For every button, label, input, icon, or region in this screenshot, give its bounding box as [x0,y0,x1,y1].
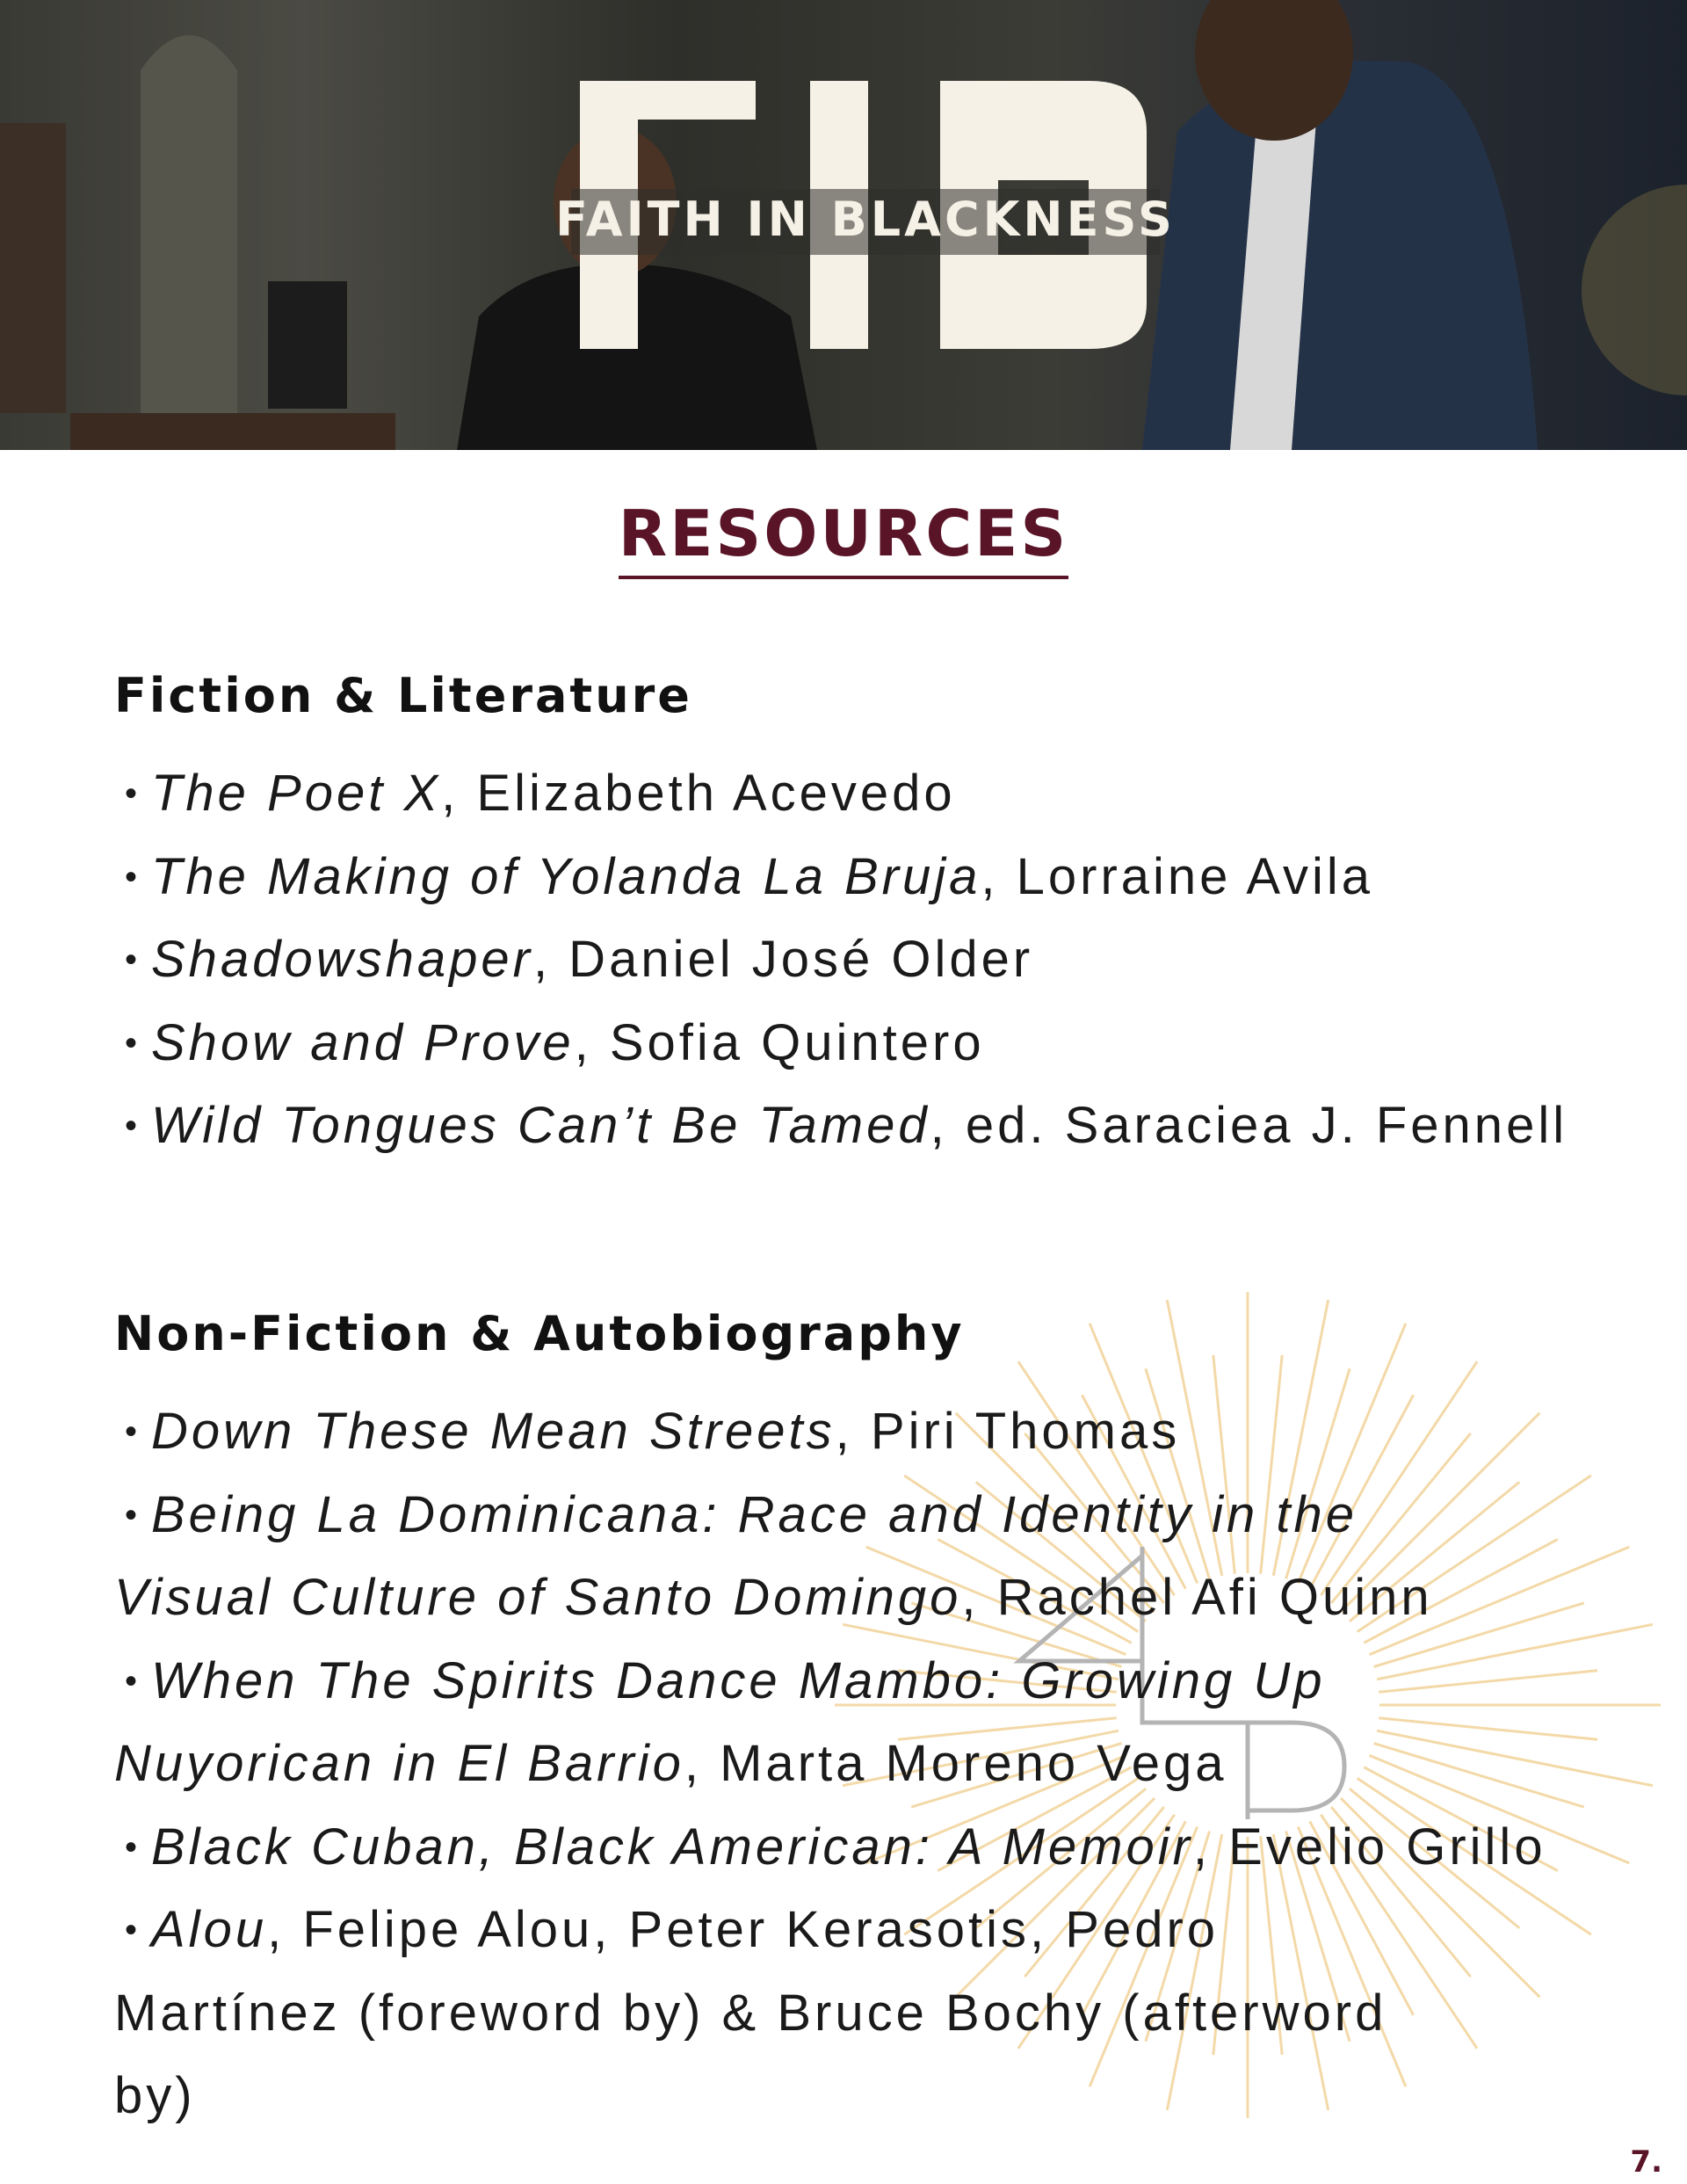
table-shape [70,413,395,450]
book-title: When The Spirits Dance Mambo: Growing Up Nuyorican in El Barrio [114,1651,1326,1792]
list-item: • Wild Tongues Can’t Be Tamed, ed. Saraciea J. Fennell [124,1097,1568,1154]
book-author: , Lorraine Avila [981,847,1373,905]
list-item: • The Making of Yolanda La Bruja, Lorraine Avila [124,847,1373,905]
list-item: • Show and Prove, Sofia Quintero [124,1013,985,1071]
book-author: , Rachel Afi Quinn [961,1569,1433,1626]
book-title: Wild Tongues Can’t Be Tamed [151,1097,930,1154]
hero-banner [0,0,1687,450]
list-item: • Black Cuban, Black American: A Memoir, Evelio Grillo [124,1818,1546,1876]
logo-subtitle: FAITH IN BLACKNESS [555,192,1176,247]
list-item: • Alou, Felipe Alou, Peter Kerasotis, Pedro Martínez (foreword by) & Bruce Bochy (afterword by) [114,1901,1387,2124]
book-title: The Making of Yolanda La Bruja [151,847,981,905]
hero-photo [0,0,1687,450]
list-item: • Being La Dominicana: Race and Identity in the Visual Culture of Santo Domingo, Rachel Afi Quinn [114,1485,1433,1626]
list-item: • Down These Mean Streets, Piri Thomas [124,1403,1181,1460]
book-author: , Piri Thomas [835,1403,1181,1460]
book-author: , Marta Moreno Vega [684,1735,1227,1792]
list-item: • Shadowshaper, Daniel José Older [124,931,1034,988]
book-title: Being La Dominicana: Race and Identity in the Visual Culture of Santo Domingo [114,1485,1358,1626]
page-number: 7. [1630,2144,1662,2180]
book-title: Alou [151,1901,268,1958]
book-author: , ed. Saraciea J. Fennell [930,1097,1568,1154]
book-author: , Sofia Quintero [574,1013,985,1071]
book-title: The Poet X [151,765,442,822]
book-title: Shadowshaper [151,931,533,988]
page-title-wrap [0,497,1687,579]
section-fiction [114,670,1608,1168]
book-author: , Elizabeth Acevedo [441,765,956,822]
book-author: , Felipe Alou, Peter Kerasotis, Pedro Martínez (foreword by) & Bruce Bochy (afterword by) [114,1901,1387,2124]
person-right [1142,61,1538,450]
watermark-text: 4P [826,1292,828,1293]
book-title: Show and Prove [151,1013,575,1071]
list-item: • The Poet X, Elizabeth Acevedo [124,765,956,822]
section-nonfiction [114,1308,1608,2138]
book-title: Black Cuban, Black American: A Memoir [151,1818,1193,1876]
arch-shape [141,35,237,450]
section-heading: Fiction & Literature [114,668,692,723]
book-author: , Evelio Grillo [1192,1818,1546,1876]
list-item: • When The Spirits Dance Mambo: Growing Up Nuyorican in El Barrio, Marta Moreno Vega [114,1651,1326,1792]
page-title: RESOURCES [619,497,1068,579]
book-title: Down These Mean Streets [151,1403,836,1460]
wall-panel [0,123,66,413]
equipment-shape [268,281,347,409]
section-heading: Non-Fiction & Autobiography [114,1306,965,1361]
book-author: , Daniel José Older [532,931,1034,988]
glow-shape [1582,185,1687,395]
